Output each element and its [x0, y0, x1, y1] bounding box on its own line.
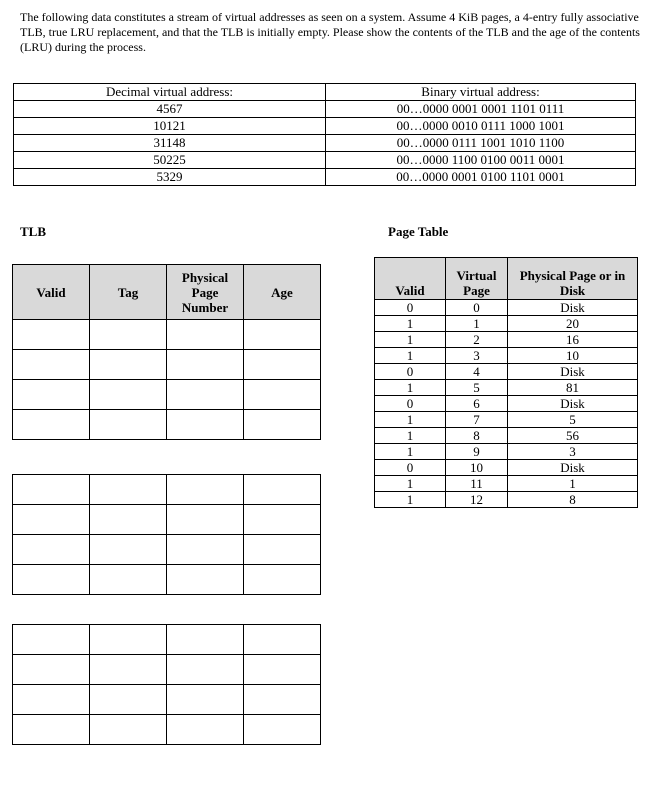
- tlb-ppn-cell[interactable]: [167, 505, 244, 535]
- table-row: [14, 169, 636, 186]
- tlb-entry-row: [13, 535, 321, 565]
- tlb-age-cell[interactable]: [244, 505, 321, 535]
- tlb-age-cell[interactable]: [244, 320, 321, 350]
- pt-virtual-page: 4: [446, 364, 508, 380]
- pt-virtual-page: 2: [446, 332, 508, 348]
- decimal-address: 50225: [14, 152, 326, 169]
- tlb-age-cell[interactable]: [244, 715, 321, 745]
- tlb-age-cell[interactable]: [244, 410, 321, 440]
- pt-physical-page: 5: [508, 412, 638, 428]
- table-row: [375, 476, 638, 492]
- tlb-tag-cell[interactable]: [90, 715, 167, 745]
- table-row: [375, 396, 638, 412]
- pt-virtual-page: 10: [446, 460, 508, 476]
- pt-physical-page: Disk: [508, 364, 638, 380]
- binary-address: 00…0000 0010 0111 1000 1001: [326, 118, 636, 135]
- decimal-address: 5329: [14, 169, 326, 186]
- tlb-entry-row: [13, 410, 321, 440]
- tlb-tag-cell[interactable]: [90, 535, 167, 565]
- pt-valid: 0: [375, 460, 446, 476]
- pt-virtual-page: 8: [446, 428, 508, 444]
- tlb-tag-cell[interactable]: [90, 320, 167, 350]
- tlb-ppn-cell[interactable]: [167, 410, 244, 440]
- pt-physical-page: 3: [508, 444, 638, 460]
- tlb-valid-cell[interactable]: [13, 535, 90, 565]
- tlb-entry-row: [13, 320, 321, 350]
- tlb-tag-cell[interactable]: [90, 410, 167, 440]
- table-row: [375, 380, 638, 396]
- decimal-address: 10121: [14, 118, 326, 135]
- pt-physical-page: 16: [508, 332, 638, 348]
- tlb-valid-cell[interactable]: [13, 475, 90, 505]
- tlb-tag-cell[interactable]: [90, 350, 167, 380]
- pt-virtual-page: 1: [446, 316, 508, 332]
- tlb-entry-row: [13, 505, 321, 535]
- table-row: [375, 460, 638, 476]
- tlb-valid-cell[interactable]: [13, 685, 90, 715]
- tlb-entry-row: [13, 565, 321, 595]
- tlb-entry-row: [13, 625, 321, 655]
- pt-valid: 1: [375, 316, 446, 332]
- pt-virtual-page: 6: [446, 396, 508, 412]
- decimal-address: 31148: [14, 135, 326, 152]
- tlb-ppn-cell[interactable]: [167, 655, 244, 685]
- tlb-valid-cell[interactable]: [13, 505, 90, 535]
- table-row: [375, 444, 638, 460]
- pt-physical-page: 56: [508, 428, 638, 444]
- binary-address: 00…0000 0001 0100 1101 0001: [326, 169, 636, 186]
- pt-valid: 1: [375, 348, 446, 364]
- pt-virtual-page: 12: [446, 492, 508, 508]
- table-row: [375, 348, 638, 364]
- tlb-ppn-header: Physical Page Number: [167, 265, 244, 320]
- tlb-entry-row: [13, 655, 321, 685]
- tlb-entry-row: [13, 715, 321, 745]
- tlb-valid-header: Valid: [13, 265, 90, 320]
- pt-valid-header: Valid: [375, 258, 446, 300]
- tlb-age-cell[interactable]: [244, 655, 321, 685]
- pt-physical-page: Disk: [508, 460, 638, 476]
- tlb-ppn-cell[interactable]: [167, 320, 244, 350]
- tlb-ppn-cell[interactable]: [167, 625, 244, 655]
- tlb-entry-row: [13, 350, 321, 380]
- pt-physical-page: 8: [508, 492, 638, 508]
- tlb-age-cell[interactable]: [244, 565, 321, 595]
- pt-physical-page-header: Physical Page or in Disk: [508, 258, 638, 300]
- pt-physical-page: Disk: [508, 300, 638, 316]
- tlb-valid-cell[interactable]: [13, 625, 90, 655]
- pt-physical-page: Disk: [508, 396, 638, 412]
- tlb-valid-cell[interactable]: [13, 380, 90, 410]
- pt-valid: 1: [375, 412, 446, 428]
- decimal-address: 4567: [14, 101, 326, 118]
- binary-address: 00…0000 0111 1001 1010 1100: [326, 135, 636, 152]
- pt-valid: 0: [375, 364, 446, 380]
- tlb-ppn-cell[interactable]: [167, 380, 244, 410]
- tlb-tag-cell[interactable]: [90, 685, 167, 715]
- table-row: [375, 492, 638, 508]
- tlb-tag-cell[interactable]: [90, 475, 167, 505]
- pt-physical-page: 1: [508, 476, 638, 492]
- pt-virtual-page: 5: [446, 380, 508, 396]
- table-row: [14, 152, 636, 169]
- table-row: [375, 332, 638, 348]
- table-row: [14, 135, 636, 152]
- tlb-ppn-cell[interactable]: [167, 535, 244, 565]
- binary-address-header: Binary virtual address:: [326, 84, 636, 101]
- tlb-entry-row: [13, 380, 321, 410]
- pt-valid: 1: [375, 492, 446, 508]
- pt-virtual-page: 3: [446, 348, 508, 364]
- tlb-table-2: [12, 474, 321, 595]
- pt-physical-page: 20: [508, 316, 638, 332]
- table-row: [14, 101, 636, 118]
- pt-virtual-page: 7: [446, 412, 508, 428]
- tlb-title: TLB: [20, 224, 47, 239]
- tlb-ppn-cell[interactable]: [167, 715, 244, 745]
- tlb-valid-cell[interactable]: [13, 410, 90, 440]
- tlb-entry-row: [13, 685, 321, 715]
- tlb-tag-cell[interactable]: [90, 565, 167, 595]
- decimal-address-header: Decimal virtual address:: [14, 84, 326, 101]
- tlb-age-cell[interactable]: [244, 380, 321, 410]
- tlb-valid-cell[interactable]: [13, 715, 90, 745]
- tlb-tag-cell[interactable]: [90, 505, 167, 535]
- pt-physical-page: 81: [508, 380, 638, 396]
- pt-valid: 1: [375, 332, 446, 348]
- pt-virtual-page-header: Virtual Page: [446, 258, 508, 300]
- tlb-tag-cell[interactable]: [90, 655, 167, 685]
- tlb-age-cell[interactable]: [244, 625, 321, 655]
- tlb-age-cell[interactable]: [244, 535, 321, 565]
- pt-valid: 0: [375, 300, 446, 316]
- tlb-valid-cell[interactable]: [13, 320, 90, 350]
- pt-valid: 1: [375, 428, 446, 444]
- pt-virtual-page: 9: [446, 444, 508, 460]
- problem-statement: The following data constitutes a stream of virtual addresses as seen on a system. Assume 4 KiB pages, a 4-entry fully associative TLB, true LRU replacement, and that the TLB is initially empty. Please show the contents of the TLB and the age of the contents (LRU) during the process.: [20, 10, 640, 54]
- tlb-table-1: [12, 264, 321, 440]
- pt-virtual-page: 11: [446, 476, 508, 492]
- tlb-table-3: [12, 624, 321, 745]
- address-table: [13, 83, 636, 186]
- tlb-age-cell[interactable]: [244, 350, 321, 380]
- page-table: [374, 257, 638, 508]
- tlb-age-header: Age: [244, 265, 321, 320]
- tlb-valid-cell[interactable]: [13, 565, 90, 595]
- tlb-tag-cell[interactable]: [90, 625, 167, 655]
- pt-virtual-page: 0: [446, 300, 508, 316]
- tlb-tag-cell[interactable]: [90, 380, 167, 410]
- tlb-entry-row: [13, 475, 321, 505]
- page-table-title: Page Table: [388, 224, 449, 239]
- pt-valid: 1: [375, 476, 446, 492]
- tlb-ppn-cell[interactable]: [167, 475, 244, 505]
- table-row: [375, 364, 638, 380]
- table-row: [375, 428, 638, 444]
- pt-valid: 1: [375, 380, 446, 396]
- binary-address: 00…0000 1100 0100 0011 0001: [326, 152, 636, 169]
- table-row: [375, 316, 638, 332]
- table-row: [14, 118, 636, 135]
- tlb-ppn-cell[interactable]: [167, 685, 244, 715]
- tlb-age-cell[interactable]: [244, 685, 321, 715]
- pt-physical-page: 10: [508, 348, 638, 364]
- table-row: [375, 412, 638, 428]
- tlb-valid-cell[interactable]: [13, 350, 90, 380]
- tlb-ppn-cell[interactable]: [167, 350, 244, 380]
- tlb-age-cell[interactable]: [244, 475, 321, 505]
- pt-valid: 0: [375, 396, 446, 412]
- table-row: [375, 300, 638, 316]
- tlb-ppn-cell[interactable]: [167, 565, 244, 595]
- tlb-valid-cell[interactable]: [13, 655, 90, 685]
- tlb-tag-header: Tag: [90, 265, 167, 320]
- binary-address: 00…0000 0001 0001 1101 0111: [326, 101, 636, 118]
- pt-valid: 1: [375, 444, 446, 460]
